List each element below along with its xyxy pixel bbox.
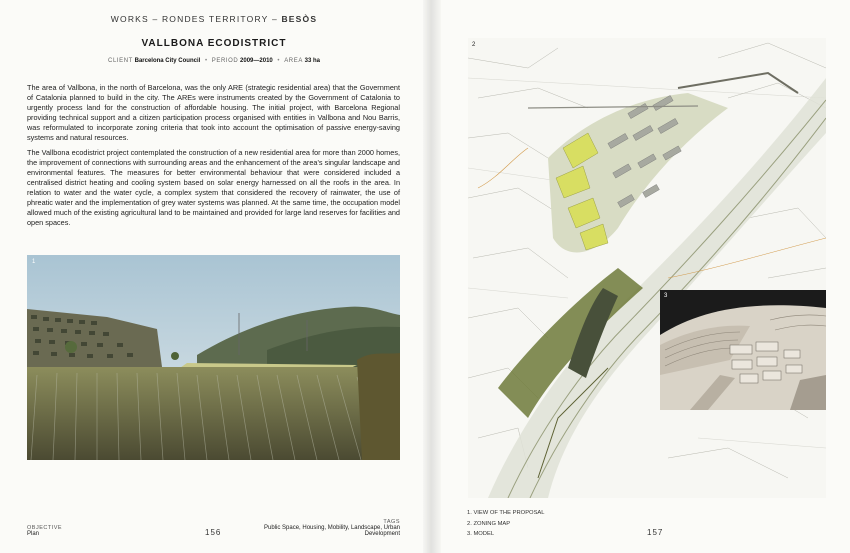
right-page xyxy=(436,0,850,553)
objective-label: OBJECTIVE xyxy=(27,525,63,531)
area-label: AREA xyxy=(284,58,303,64)
objective-value: Plan xyxy=(27,531,40,537)
page-number-left: 156 xyxy=(205,528,222,537)
tags-block xyxy=(264,519,400,537)
proposal-view-image xyxy=(27,255,400,460)
client-value: Barcelona City Council xyxy=(134,58,201,64)
model-photo xyxy=(660,290,826,410)
meta-separator: • xyxy=(204,58,208,64)
client-label: CLIENT xyxy=(108,58,133,64)
page-number-right: 157 xyxy=(647,528,664,537)
objective-block xyxy=(27,525,62,537)
meta-separator: • xyxy=(277,58,280,64)
figure-captions xyxy=(467,508,545,540)
caption-1: 1. VIEW OF THE PROPOSAL xyxy=(467,510,545,516)
tags-line-1: Public Space, Housing, Mobility, Landscape, Urban xyxy=(264,525,400,531)
figure-number-2: 2 xyxy=(472,42,476,48)
tags-label: TAGS xyxy=(383,519,400,525)
caption-3: 3. MODEL xyxy=(467,531,495,537)
area-value: 33 ha xyxy=(304,58,320,64)
paragraph-2: The Vallbona ecodistrict project contemplated the construction of a new residential area for more than 2000 homes, the improvement of connections with surrounding areas and the enhancement of the area's singular landscape and environmental features. The measures for better environmental behaviour that were considered included a centralised district heating and cooling system based on solar energy harnessed on all the roofs in the area. In relation to water and the water cycle, a complex system that considered the recovery of rainwater, the use of phreatic water and the implementation of grey water systems was planned. At the same time, the occupation model allowed much of the existing agricultural land to be maintained and provided for large land reserves for facilities and open spaces. xyxy=(27,148,400,227)
tags-line-2: Development xyxy=(364,531,400,537)
running-head-emph: BESÒS xyxy=(281,14,318,24)
period-label: PERIOD xyxy=(211,58,239,64)
running-head xyxy=(0,14,428,24)
zoning-map-drawing xyxy=(468,38,826,498)
caption-2: 2. ZONING MAP xyxy=(467,520,511,527)
period-value: 2009—2010 xyxy=(240,58,273,64)
paragraph-1: The area of Vallbona, in the north of Barcelona, was the only ARE (strategic residential area) that the Government of Catalonia planned to build in the city. The AREs were instruments created by the Government of Catalonia to urgently process land for the construction of affordable housing. The initial project, with Barcelona Regional providing technical support and a citizen participation process organised with entities in Vallbona and Nou Barris, was reformulated to incorporate zoning criteria that took into account the optimisation of passive energy-saving systems and natural resources. xyxy=(27,83,400,142)
figure-number-3: 3 xyxy=(664,293,668,299)
model-image xyxy=(660,290,826,410)
project-meta xyxy=(0,58,428,64)
proposal-render xyxy=(27,255,400,460)
page-title: VALLBONA ECODISTRICT xyxy=(141,38,287,49)
zoning-map xyxy=(468,38,826,498)
figure-number-1: 1 xyxy=(32,259,36,265)
body-text xyxy=(27,83,400,233)
running-head-prefix: WORKS – RONDES TERRITORY – xyxy=(110,14,282,24)
